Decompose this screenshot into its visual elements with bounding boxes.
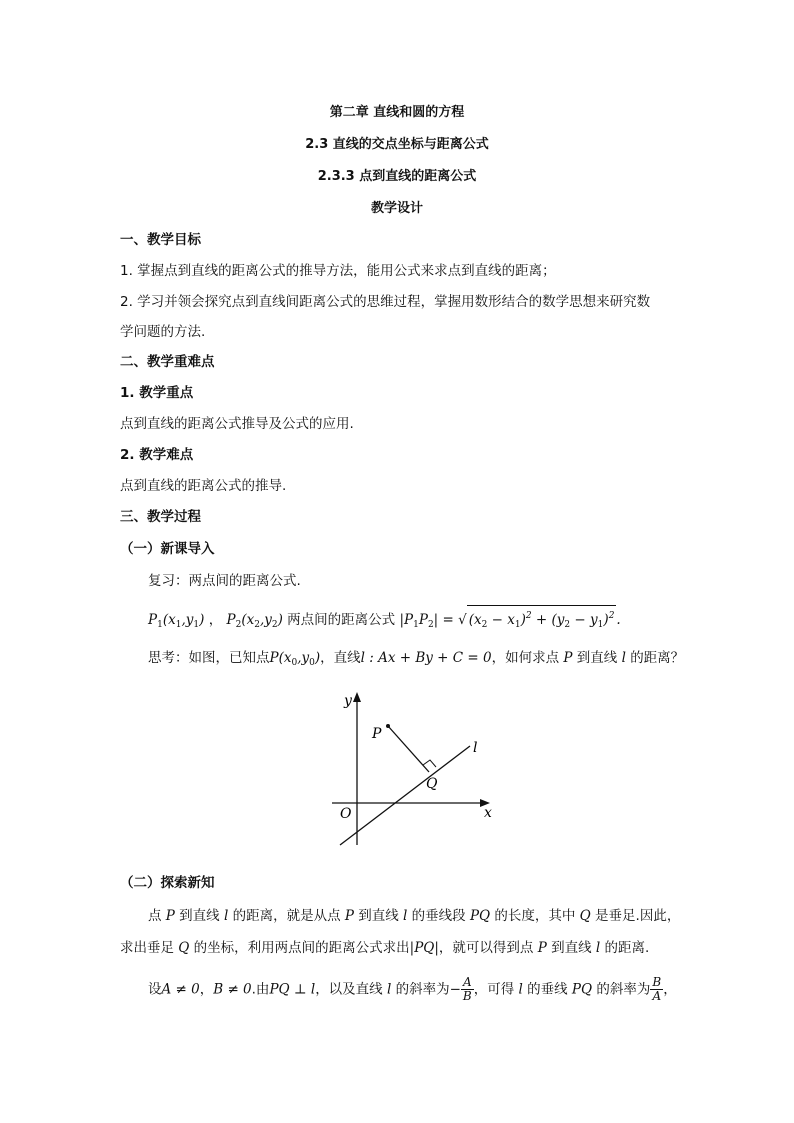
focus-heading: 1. 教学重点 [120,385,194,401]
explore-paragraph-line-2: 求出垂足 Q 的坐标，利用两点间的距离公式求出|PQ|，就可以得到点 P 到直线 l 的距离. [120,940,650,956]
point-p0: $P(x_0,y_0)$ [269,650,321,668]
slope-fraction-b-over-a: $\frac{B}{A}$ [652,975,662,1003]
process-heading: 三、教学过程 [120,509,201,525]
x-axis-label: x [484,805,492,821]
goals-heading: 一、教学目标 [120,232,201,248]
explore-heading: （二）探索新知 [120,875,215,891]
goal-item-1: 1. 掌握点到直线的距离公式的推导方法，能用公式来求点到直线的距离； [120,263,556,279]
section-title: 2.3 直线的交点坐标与距离公式 [305,137,489,152]
origin-label: O [340,806,352,822]
subsection-title: 2.3.3 点到直线的距离公式 [317,169,477,184]
line-l-label: l [473,740,478,756]
doc-type-title: 教学设计 [370,201,423,216]
formula-expression: $|P_1P_2|$ = √ $(x_2 - x_1)^2 + (y_2 - y_1)^2$ . [399,612,620,628]
formula-text: 两点间的距离公式 [287,612,396,628]
chapter-title: 第二章 直线和圆的方程 [329,105,465,120]
slope-fraction-neg-a-over-b: $\frac{A}{B}$ [462,975,472,1003]
point-p-label: P [372,726,382,742]
distance-formula-line: $P_1(x_1,y_1)$ ， $P_2(x_2,y_2)$ 两点间的距离公式 $|P_1P_2|$ = √ $(x_2 - x_1)^2 + (y_2 - y_1)^2$ . [148,605,708,635]
key-points-heading: 二、教学重难点 [120,354,215,370]
difficulty-heading: 2. 教学难点 [120,447,194,463]
difficulty-text: 点到直线的距离公式的推导. [120,478,287,494]
formula-p2: $P_2(x_2,y_2)$ [226,612,283,630]
focus-text: 点到直线的距离公式推导及公式的应用. [120,416,354,432]
goal-item-2-line-2: 学问题的方法. [120,324,206,340]
point-q-label: Q [426,776,438,792]
intro-heading: （一）新课导入 [120,541,215,557]
goal-item-2-line-1: 2. 学习并领会探究点到直线间距离公式的思维过程，掌握用数形结合的数学思想来研究数 [120,294,651,310]
review-text: 复习：两点间的距离公式. [148,573,301,589]
line-equation: l : Ax + By + C = 0 [360,650,492,666]
think-question: 思考：如图，已知点$P(x_0,y_0)$，直线l : Ax + By + C = 0，如何求点 P 到直线 l 的距离？ [148,650,685,668]
explore-paragraph-line-1: 点 P 到直线 l 的距离，就是从点 P 到直线 l 的垂线段 PQ 的长度，其中 Q 是垂足.因此， [148,908,681,924]
geometry-figure [330,690,500,850]
y-axis-label: y [344,693,352,709]
explore-paragraph-line-3: 设A ≠ 0，B ≠ 0.由PQ ⊥ l，以及直线 l 的斜率为− $\frac{A}{B}$ ，可得 l 的垂线 PQ 的斜率为 $\frac{B}{A}$ ， [148,975,677,1003]
formula-p1: $P_1(x_1,y_1)$ [148,612,205,630]
